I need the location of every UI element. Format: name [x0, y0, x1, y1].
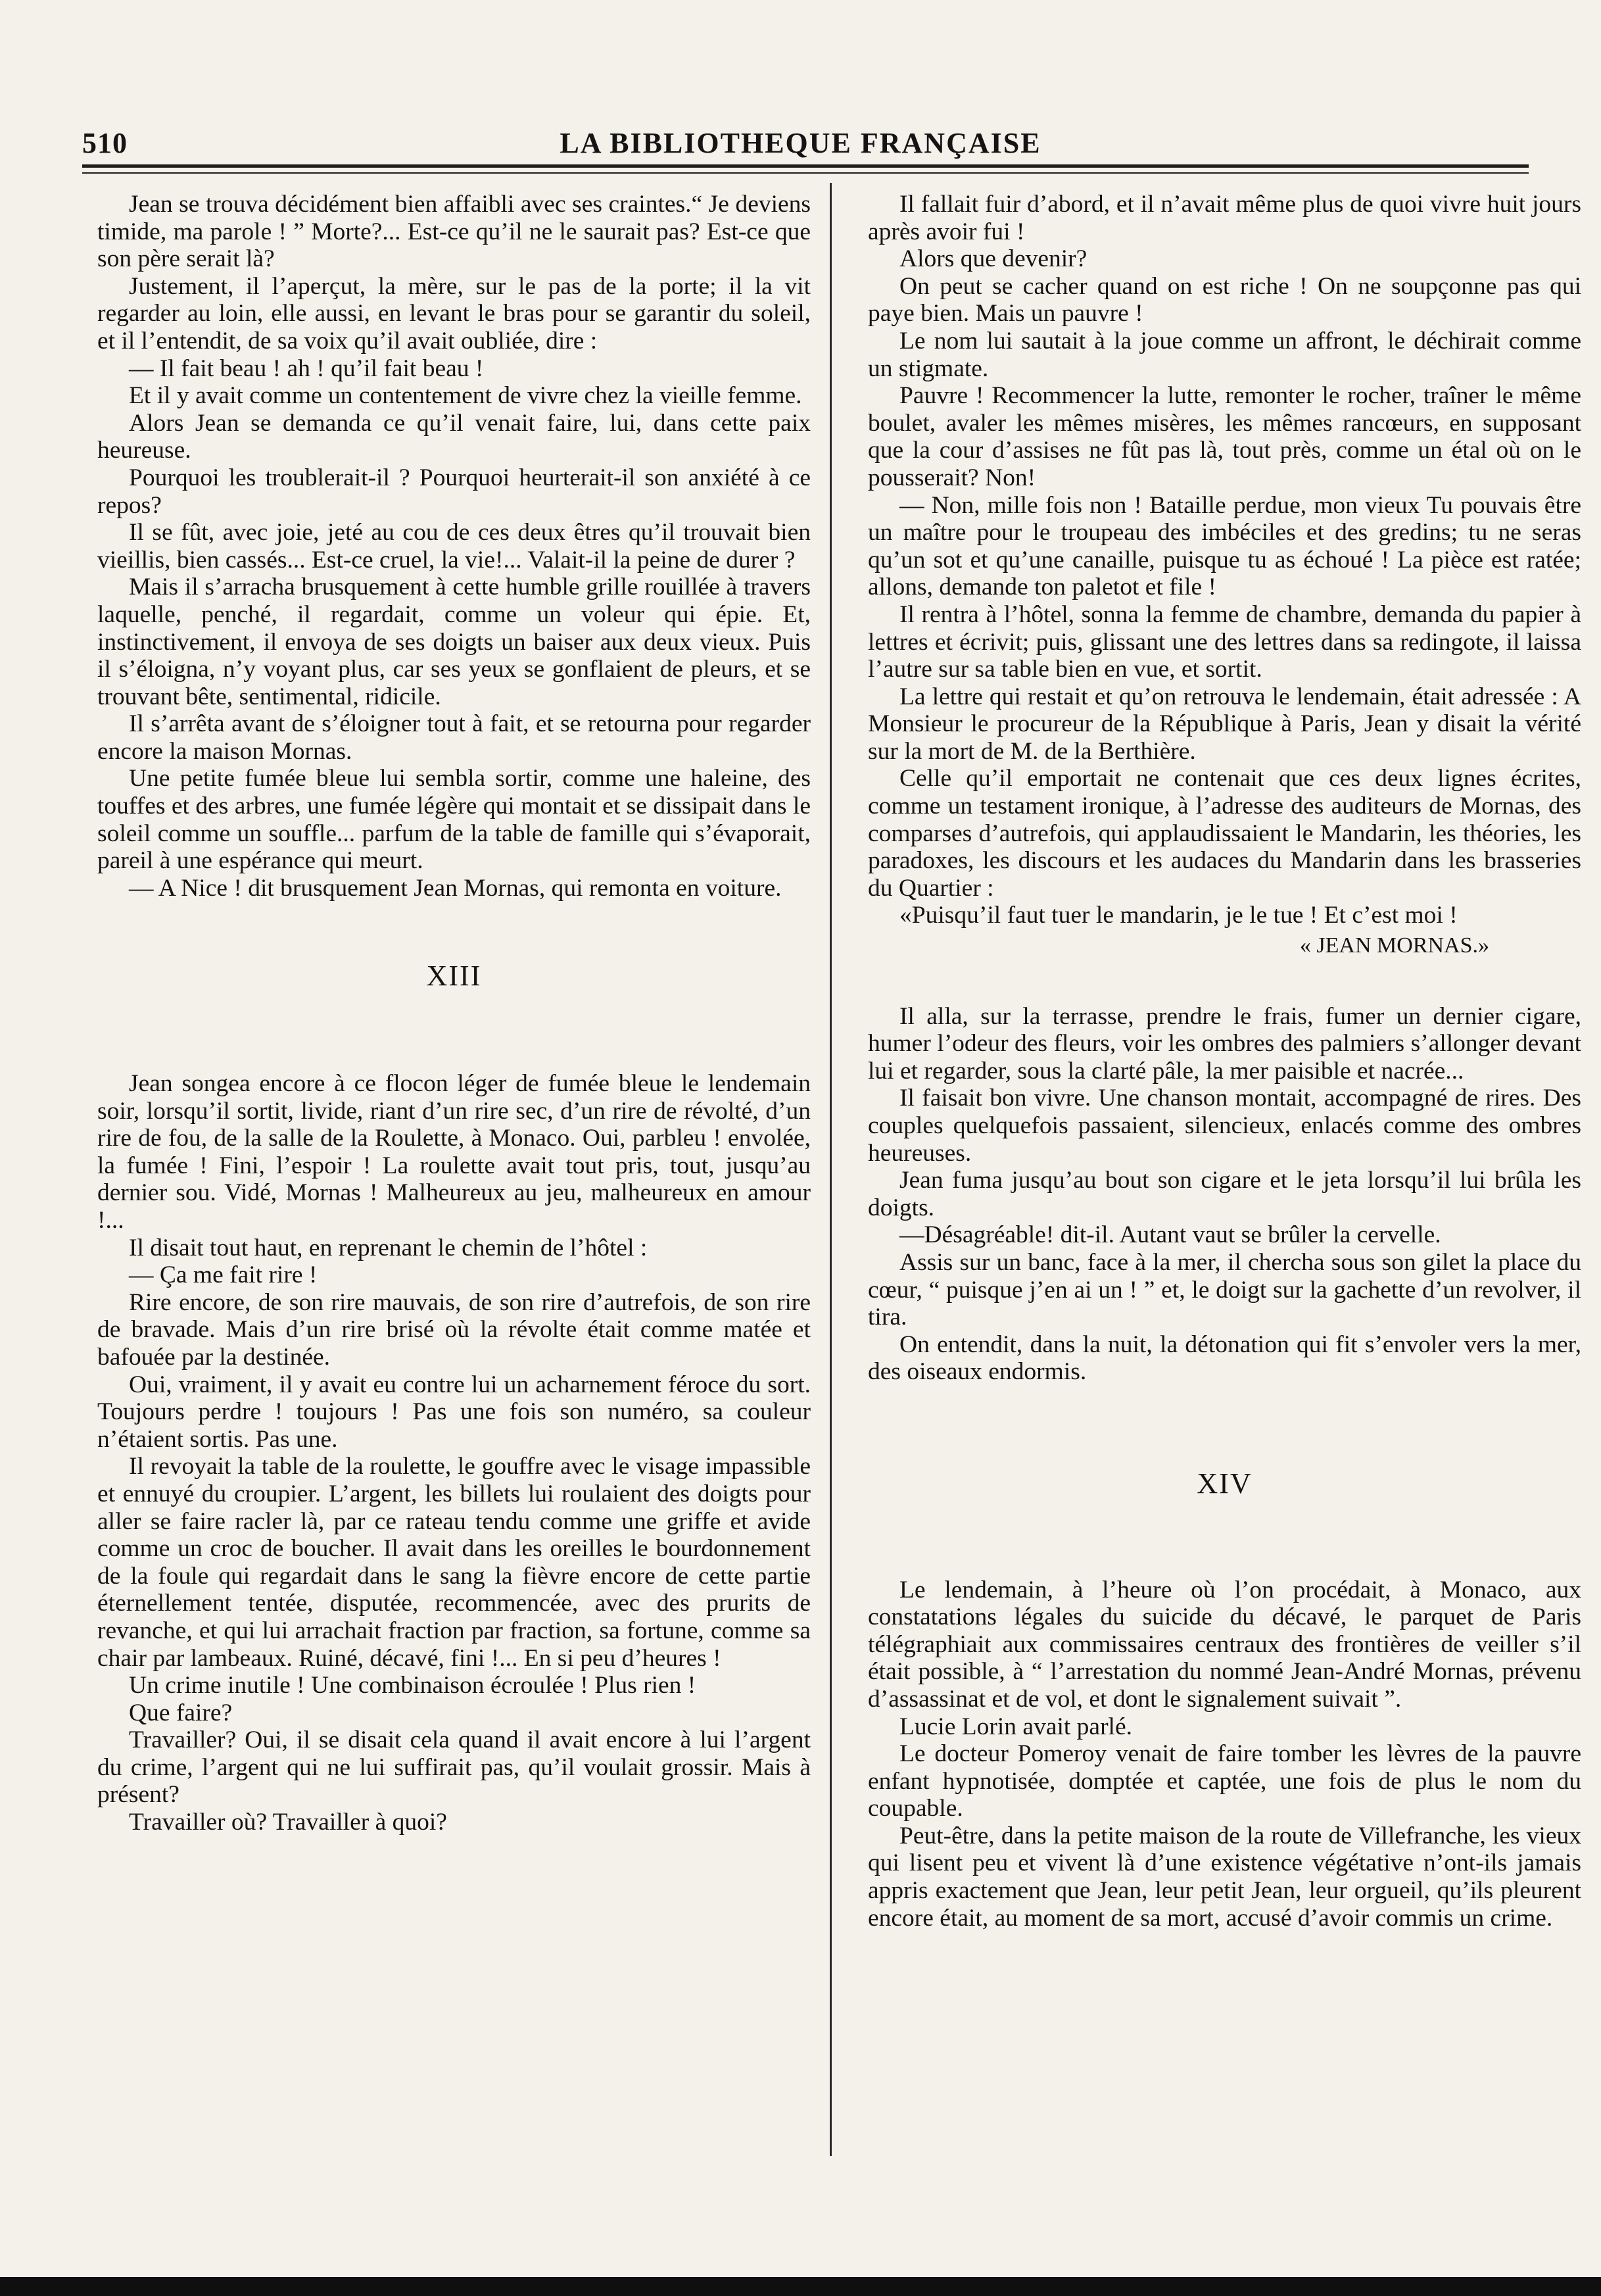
paragraph: Et il y avait comme un contentement de vivre chez la vieille femme.: [129, 382, 802, 410]
column-divider: [830, 183, 832, 2156]
paragraph: Assis sur un banc, face à la mer, il chercha sous son gilet la place du cœur, “ puisque j’en ai un ! ” et, le doigt sur la gachette d’un revolver, il tira.: [868, 1248, 1581, 1331]
paragraph: Mais il s’arracha brusquement à cette humble grille rouillée à travers laquelle, penché, il regardait, comme un voleur qui épie. Et, instinctivement, il envoya de ses doigts un baiser aux deux vieux. Puis il s’éloigna, n’y voyant plus, car ses yeux se gonflaient de pleurs, et se trouvant bête, sentimental, ridicile.: [97, 574, 811, 710]
chapter-heading-xiv: XIV: [1197, 1467, 1253, 1500]
paragraph: Pourquoi les troublerait-il ? Pourquoi heurterait-il son anxiété à ce repos?: [97, 464, 811, 519]
paragraph: — Ça me fait rire !: [129, 1261, 318, 1289]
paragraph: On entendit, dans la nuit, la détonation qui fit s’envoler vers la mer, des oiseaux endormis.: [868, 1331, 1581, 1386]
paragraph: — A Nice ! dit brusquement Jean Mornas, qui remonta en voiture.: [129, 874, 782, 902]
paragraph: Une petite fumée bleue lui sembla sortir, comme une haleine, des touffes et des arbres, une fumée légère qui montait et se dissipait dans le soleil comme un souffle... parfum de la table de famille qui s’évaporait, pareil à une espérance qui meurt.: [97, 765, 811, 875]
paragraph: «Puisqu’il faut tuer le mandarin, je le tue ! Et c’est moi !: [899, 902, 1458, 929]
paragraph: Travailler où? Travailler à quoi?: [129, 1809, 447, 1836]
page-number: 510: [82, 127, 128, 159]
paragraph: Jean songea encore à ce flocon léger de fumée bleue le lendemain soir, lorsqu’il sortit, livide, riant d’un rire sec, d’un rire de révolté, d’un rire de fou, de la salle de la Roulette, à Monaco. Oui, parbleu ! envolée, la fumée ! Fini, l’espoir ! La roulette avait tout pris, tout, jusqu’au dernier sou. Vidé, Mornas ! Malheureux au jeu, malheureux en amour !...: [97, 1070, 811, 1234]
paragraph: La lettre qui restait et qu’on retrouva le lendemain, était adressée : A Monsieur le procureur de la République à Paris, Jean y disait la vérité sur la mort de M. de la Berthière.: [868, 683, 1581, 765]
paragraph: Rire encore, de son rire mauvais, de son rire d’autrefois, de son rire de bravade. Mais d’un rire brisé où la révolte était comme matée et bafouée par la destinée.: [97, 1288, 811, 1371]
paragraph: —Désagréable! dit-il. Autant vaut se brûler la cervelle.: [899, 1221, 1441, 1249]
paragraph: Justement, il l’aperçut, la mère, sur le pas de la porte; il la vit regarder au loin, elle aussi, en levant le bras pour se garantir du soleil, et il l’entendit, de sa voix qu’il avait oubliée, dire :: [97, 272, 811, 354]
chapter-heading-xiii: XIII: [426, 960, 482, 992]
paragraph: Alors Jean se demanda ce qu’il venait faire, lui, dans cette paix heureuse.: [97, 409, 811, 464]
header-rule-thin: [82, 172, 1529, 174]
paragraph: Jean se trouva décidément bien affaibli avec ses craintes.“ Je deviens timide, ma parole ! ” Morte?... Est-ce qu’il ne le saurait pas? Est-ce que son père serait là?: [97, 191, 811, 273]
paragraph: Il rentra à l’hôtel, sonna la femme de chambre, demanda du papier à lettres et écrivit; puis, glissant une des lettres dans sa redingote, il laissa l’autre sur sa table bien en vue, et sortit.: [868, 600, 1581, 683]
paragraph: Un crime inutile ! Une combinaison écroulée ! Plus rien !: [129, 1672, 696, 1699]
paragraph: Il fallait fuir d’abord, et il n’avait même plus de quoi vivre huit jours après avoir fui !: [868, 191, 1581, 245]
paragraph: Le lendemain, à l’heure où l’on procédait, à Monaco, aux constatations légales du suicide du décavé, le parquet de Paris télégraphiait aux commissaires centraux des frontières de veiller s’il était possible, à “ l’arrestation du nommé Jean-André Mornas, prévenu d’assassinat et de vol, et dont le signalement suivait ”.: [868, 1576, 1581, 1713]
paragraph: — Il fait beau ! ah ! qu’il fait beau !: [129, 354, 484, 382]
paragraph: Celle qu’il emportait ne contenait que ces deux lignes écrites, comme un testament ironique, à l’adresse des auditeurs de Mornas, des comparses d’autrefois, qui applaudissaient le Mandarin, les théories, les paradoxes, les discours et les audaces du Mandarin dans les brasseries du Quartier :: [868, 765, 1581, 902]
paragraph: Peut-être, dans la petite maison de la route de Villefranche, les vieux qui lisent peu et vivent là d’une existence végétative n’ont-ils jamais appris exactement que Jean, leur petit Jean, leur orgueil, qu’ils pleurent encore était, au moment de sa mort, accusé d’avoir commis un crime.: [868, 1822, 1581, 1932]
paragraph: Il se fût, avec joie, jeté au cou de ces deux êtres qu’il trouvait bien vieillis, bien cassés... Est-ce cruel, la vie!... Valait-il la peine de durer ?: [97, 519, 811, 574]
paragraph: Le nom lui sautait à la joue comme un affront, le déchirait comme un stigmate.: [868, 327, 1581, 382]
paragraph: Il alla, sur la terrasse, prendre le frais, fumer un dernier cigare, humer l’odeur des fleurs, voir les ombres des palmiers s’allonger devant lui et regarder, sous la clarté pâle, la mer paisible et nacrée...: [868, 1002, 1581, 1085]
paragraph: Travailler? Oui, il se disait cela quand il avait encore à lui l’argent du crime, l’argent qui ne lui suffirait pas, qu’il voulait grossir. Mais à présent?: [97, 1726, 811, 1809]
header-rule-thick: [82, 164, 1529, 168]
paragraph: Lucie Lorin avait parlé.: [899, 1713, 1132, 1740]
paragraph: On peut se cacher quand on est riche ! On ne soupçonne pas qui paye bien. Mais un pauvre !: [868, 272, 1581, 328]
paragraph: Il disait tout haut, en reprenant le chemin de l’hôtel :: [129, 1234, 648, 1261]
paragraph: Il faisait bon vivre. Une chanson montait, accompagné de rires. Des couples quelquefois passaient, silencieux, enlacés comme des ombres heureuses.: [868, 1085, 1581, 1167]
signature-text: « JEAN MORNAS.»: [1299, 933, 1489, 958]
signature: [868, 932, 1489, 960]
paragraph: Le docteur Pomeroy venait de faire tomber les lèvres de la pauvre enfant hypnotisée, domptée et captée, une fois de plus le nom du coupable.: [868, 1740, 1581, 1822]
running-title: LA BIBLIOTHEQUE FRANÇAISE: [560, 127, 1041, 159]
paragraph: Il revoyait la table de la roulette, le gouffre avec le visage impassible et ennuyé du croupier. L’argent, les billets lui roulaient des doigts pour aller se faire racler là, par ce rateau tendu comme une griffe et avide comme un croc de boucher. Il avait dans les oreilles le bourdonnement de la foule qui regardait dans le sang la fièvre encore de cette partie éternellement tentée, disputée, recommencée, avec des prurits de revanche, et qui lui arrachait fraction par fraction, sa fortune, comme sa chair par lambeaux. Ruiné, décavé, fini !... En si peu d’heures !: [97, 1453, 811, 1672]
left-column: [97, 191, 811, 1836]
paragraph: Que faire?: [129, 1699, 233, 1726]
paragraph: Oui, vraiment, il y avait eu contre lui un acharnement féroce du sort. Toujours perdre ! toujours ! Pas une fois son numéro, sa couleur n’étaient sortis. Pas une.: [97, 1371, 811, 1453]
paragraph: Pauvre ! Recommencer la lutte, remonter le rocher, traîner le même boulet, avaler les mêmes misères, les mêmes rancœurs, en supposant que la cour d’assises ne fût pas là, tout près, comme un étal où on le pousserait? Non!: [868, 382, 1581, 491]
paragraph: Il s’arrêta avant de s’éloigner tout à fait, et se retourna pour regarder encore la maison Mornas.: [97, 710, 811, 765]
bottom-edge-band: [0, 2277, 1601, 2296]
paragraph: Alors que devenir?: [899, 245, 1087, 273]
paragraph: Jean fuma jusqu’au bout son cigare et le jeta lorsqu’il lui brûla les doigts.: [868, 1167, 1581, 1221]
paragraph: — Non, mille fois non ! Bataille perdue, mon vieux Tu pouvais être un maître pour le troupeau des imbéciles et des gredins; tu ne seras qu’un sot et qu’une canaille, puisque tu as échoué ! La pièce est ratée; allons, demande ton paletot et file !: [868, 491, 1581, 601]
right-column: [868, 191, 1581, 1932]
